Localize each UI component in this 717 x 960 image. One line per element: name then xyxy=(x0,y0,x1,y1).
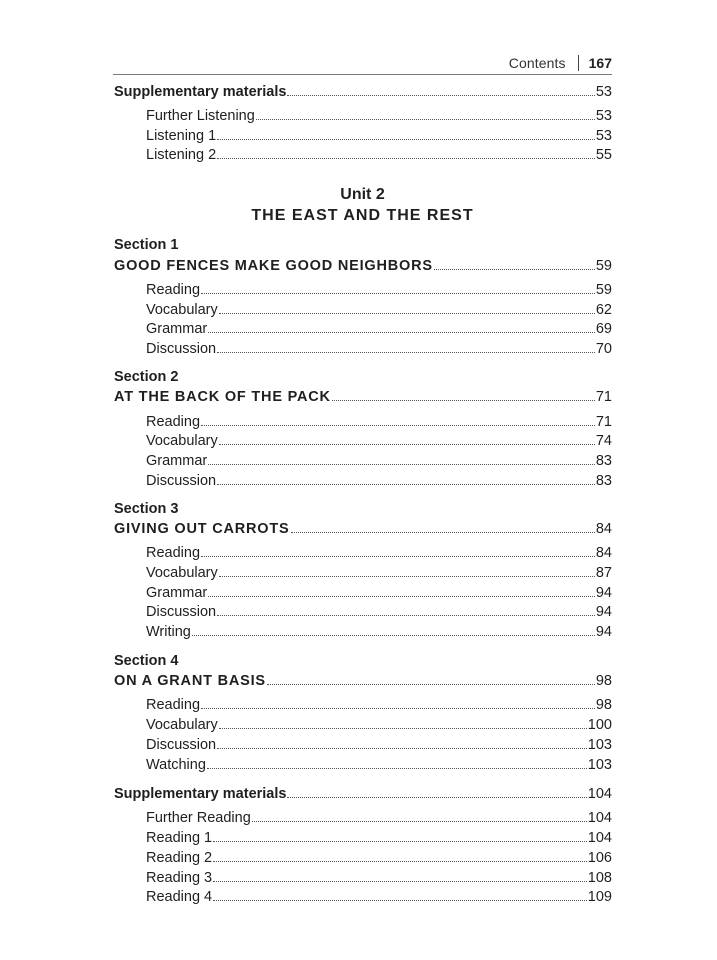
toc-subentry[interactable] xyxy=(146,146,612,164)
toc-subentry[interactable] xyxy=(146,127,612,145)
toc-entry-label: Writing xyxy=(146,624,191,640)
toc-entry-label: Grammar xyxy=(146,321,208,337)
toc-entry-section-3[interactable] xyxy=(114,520,612,538)
page-header xyxy=(113,52,612,75)
toc-subentry[interactable] xyxy=(146,281,612,299)
dot-leader xyxy=(219,728,587,729)
toc-subentry[interactable] xyxy=(146,623,612,641)
dot-leader xyxy=(217,352,595,353)
section-label: Section 2 xyxy=(114,369,179,385)
toc-subentry[interactable] xyxy=(146,849,612,867)
toc-entry-label: Further Listening xyxy=(146,108,255,124)
toc-page-number: 74 xyxy=(595,433,612,449)
dot-leader xyxy=(201,293,595,294)
dot-leader xyxy=(213,881,587,882)
toc-page-number: 104 xyxy=(587,786,612,802)
toc-subentry[interactable] xyxy=(146,716,612,734)
dot-leader xyxy=(213,900,587,901)
toc-entry-label: Reading xyxy=(146,414,201,430)
toc-page-number: 70 xyxy=(595,341,612,357)
toc-entry-label: Reading 4 xyxy=(146,889,213,905)
toc-entry-section-2[interactable] xyxy=(114,388,612,406)
dot-leader xyxy=(217,748,587,749)
toc-subentry[interactable] xyxy=(146,736,612,754)
toc-subentry[interactable] xyxy=(146,564,612,582)
toc-page-number: 94 xyxy=(595,604,612,620)
toc-entry-label: Vocabulary xyxy=(146,717,218,733)
dot-leader xyxy=(217,158,595,159)
toc-subentry[interactable] xyxy=(146,320,612,338)
dot-leader xyxy=(208,332,595,333)
section-title: ON A GRANT BASIS xyxy=(114,673,266,689)
toc-page-number: 71 xyxy=(595,389,612,405)
unit-number: Unit 2 xyxy=(340,186,385,203)
toc-entry-label: Listening 1 xyxy=(146,128,217,144)
toc-subentry[interactable] xyxy=(146,584,612,602)
toc-page-number: 104 xyxy=(587,830,612,846)
toc-page-number: 109 xyxy=(587,889,612,905)
dot-leader xyxy=(219,313,595,314)
toc-page-number: 71 xyxy=(595,414,612,430)
toc-subentry[interactable] xyxy=(146,888,612,906)
toc-page-number: 84 xyxy=(595,545,612,561)
toc-subentry[interactable] xyxy=(146,603,612,621)
dot-leader xyxy=(201,425,595,426)
toc-page-number: 106 xyxy=(587,850,612,866)
dot-leader xyxy=(287,95,594,96)
toc-subentry[interactable] xyxy=(146,452,612,470)
toc-entry-label: Reading 3 xyxy=(146,870,213,886)
dot-leader xyxy=(332,400,595,401)
toc-page-number: 84 xyxy=(595,521,612,537)
toc-subentry[interactable] xyxy=(146,544,612,562)
toc-page-number: 83 xyxy=(595,473,612,489)
toc-entry-label: Reading 2 xyxy=(146,850,213,866)
toc-page-number: 69 xyxy=(595,321,612,337)
toc-subentry[interactable] xyxy=(146,301,612,319)
unit-title: THE EAST AND THE REST xyxy=(251,207,474,224)
toc-subentry[interactable] xyxy=(146,829,612,847)
toc-page-number: 100 xyxy=(587,717,612,733)
toc-page-number: 98 xyxy=(595,697,612,713)
dot-leader xyxy=(252,821,587,822)
toc-entry-label: Grammar xyxy=(146,453,208,469)
dot-leader xyxy=(201,556,595,557)
toc-page-number: 53 xyxy=(595,128,612,144)
section-label: Section 4 xyxy=(114,653,179,669)
dot-leader xyxy=(217,139,595,140)
toc-page-number: 108 xyxy=(587,870,612,886)
toc-subentry[interactable] xyxy=(146,413,612,431)
toc-entry-label: Vocabulary xyxy=(146,302,218,318)
dot-leader xyxy=(217,484,595,485)
dot-leader xyxy=(267,684,595,685)
dot-leader xyxy=(287,797,586,798)
toc-page-number: 94 xyxy=(595,585,612,601)
dot-leader xyxy=(208,596,595,597)
dot-leader xyxy=(213,841,587,842)
dot-leader xyxy=(219,576,595,577)
toc-entry-label: Watching xyxy=(146,757,206,773)
toc-subentry[interactable] xyxy=(146,107,612,125)
toc-entry-label: Vocabulary xyxy=(146,433,218,449)
toc-page-number: 98 xyxy=(595,673,612,689)
section-label: Section 3 xyxy=(114,501,179,517)
toc-page-number: 53 xyxy=(595,108,612,124)
toc-entry-supplementary-top[interactable] xyxy=(114,83,612,101)
header-title: Contents xyxy=(508,55,566,71)
dot-leader xyxy=(434,269,595,270)
dot-leader xyxy=(213,861,587,862)
toc-entry-label: Discussion xyxy=(146,341,217,357)
toc-entry-label: Discussion xyxy=(146,737,217,753)
toc-entry-label: Reading 1 xyxy=(146,830,213,846)
toc-page-number: 103 xyxy=(587,757,612,773)
toc-page-number: 104 xyxy=(587,810,612,826)
dot-leader xyxy=(291,532,595,533)
section-label: Section 1 xyxy=(114,237,179,253)
toc-subentry[interactable] xyxy=(146,432,612,450)
toc-page-number: 83 xyxy=(595,453,612,469)
toc-entry-label: Reading xyxy=(146,697,201,713)
toc-subentry[interactable] xyxy=(146,340,612,358)
header-page-number: 167 xyxy=(588,55,612,71)
toc-entry-label: Discussion xyxy=(146,473,217,489)
section-title: GIVING OUT CARROTS xyxy=(114,521,290,537)
dot-leader xyxy=(207,768,587,769)
toc-entry-label: Listening 2 xyxy=(146,147,217,163)
toc-entry-label: Supplementary materials xyxy=(114,84,287,100)
toc-page-number: 55 xyxy=(595,147,612,163)
toc-subentry[interactable] xyxy=(146,809,612,827)
toc-entry-label: Further Reading xyxy=(146,810,251,826)
toc-entry-label: Reading xyxy=(146,545,201,561)
toc-entry-label: Reading xyxy=(146,282,201,298)
toc-page-number: 59 xyxy=(595,258,612,274)
toc-entry-label: Grammar xyxy=(146,585,208,601)
toc-entry-section-4[interactable] xyxy=(114,672,612,690)
dot-leader xyxy=(256,119,595,120)
toc-page-number: 94 xyxy=(595,624,612,640)
toc-subentry[interactable] xyxy=(146,756,612,774)
dot-leader xyxy=(192,635,595,636)
toc-entry-label: Vocabulary xyxy=(146,565,218,581)
toc-page-number: 103 xyxy=(587,737,612,753)
section-title: AT THE BACK OF THE PACK xyxy=(114,389,331,405)
toc-subentry[interactable] xyxy=(146,696,612,714)
toc-entry-label: Discussion xyxy=(146,604,217,620)
toc-entry-label: Supplementary materials xyxy=(114,786,287,802)
toc-entry-section-1[interactable] xyxy=(114,257,612,275)
toc-page-number: 53 xyxy=(595,84,612,100)
dot-leader xyxy=(217,615,595,616)
toc-subentry[interactable] xyxy=(146,472,612,490)
toc-subentry[interactable] xyxy=(146,869,612,887)
dot-leader xyxy=(208,464,595,465)
dot-leader xyxy=(219,444,595,445)
header-separator xyxy=(578,55,579,71)
toc-page-number: 62 xyxy=(595,302,612,318)
toc-page-number: 59 xyxy=(595,282,612,298)
toc-entry-supplementary-bottom[interactable] xyxy=(114,785,612,803)
dot-leader xyxy=(201,708,595,709)
section-title: GOOD FENCES MAKE GOOD NEIGHBORS xyxy=(114,258,433,274)
toc-page-number: 87 xyxy=(595,565,612,581)
